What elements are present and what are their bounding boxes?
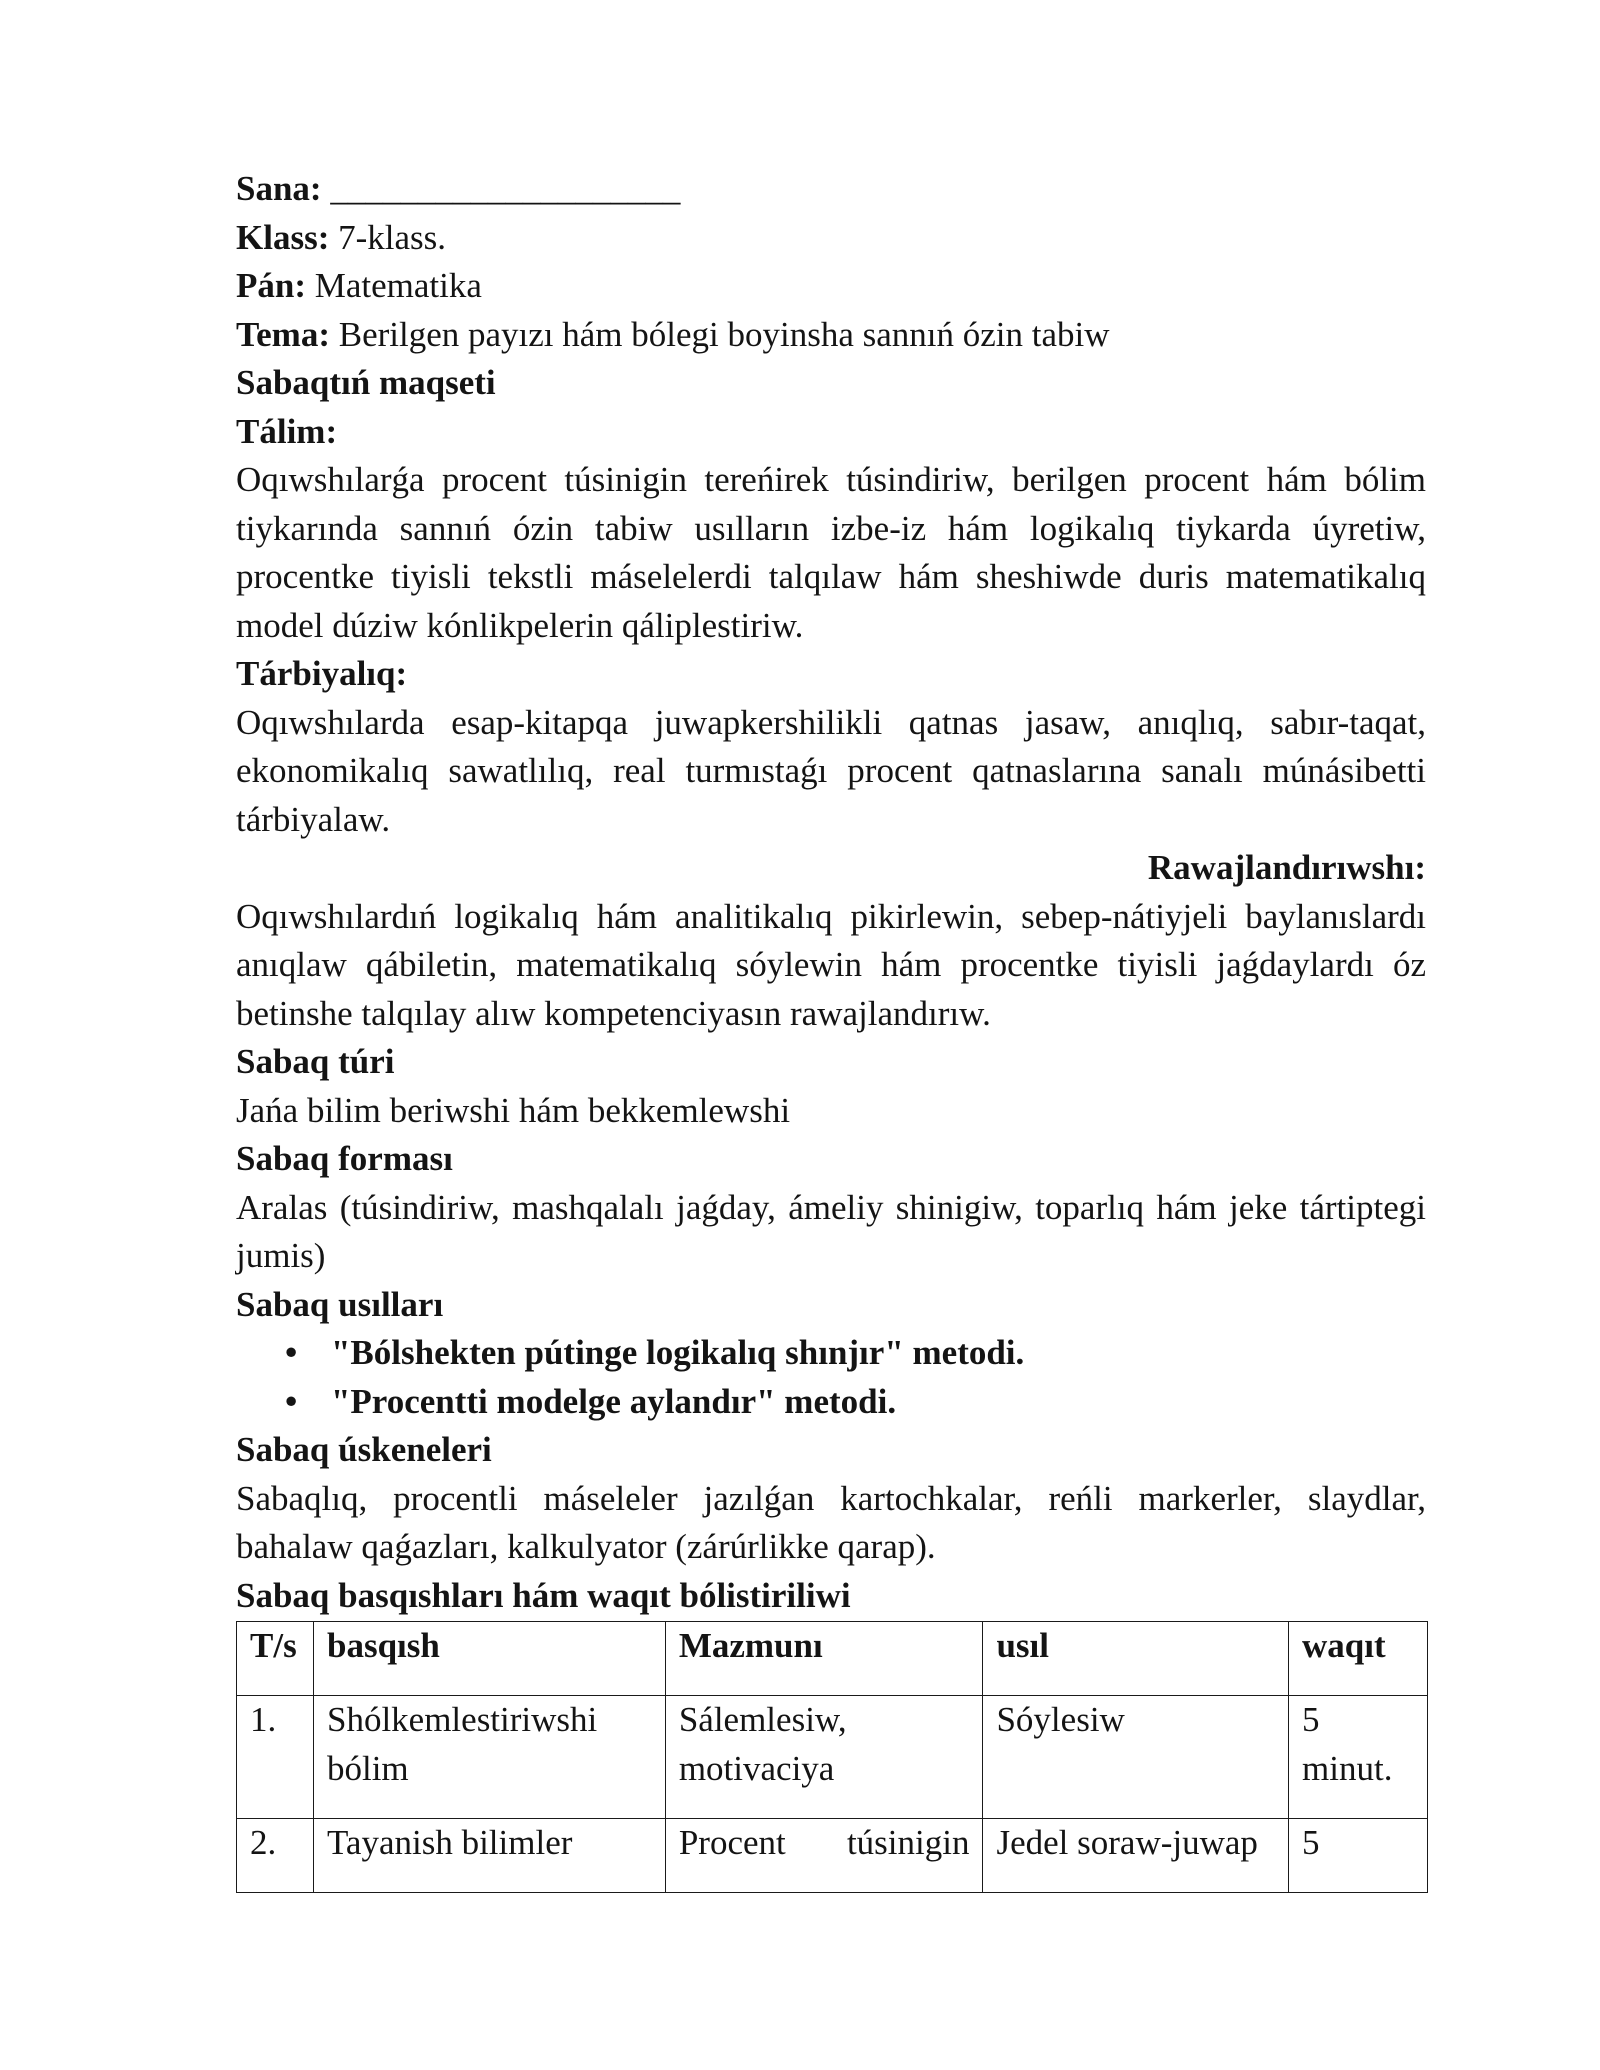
tarbiya-label: Tárbiyalıq:	[236, 654, 408, 693]
document-page	[236, 165, 1426, 1893]
sabaq-formasi-heading: Sabaq forması	[236, 1139, 453, 1178]
table-cell: Procent túsinigin	[665, 1819, 983, 1893]
sana-label: Sana:	[236, 169, 322, 208]
column-header: Mazmunı	[665, 1622, 983, 1696]
method-item-text: "Procentti modelge aylandır" metodi.	[331, 1381, 897, 1421]
pan-line	[236, 262, 1426, 311]
talim-text: Oqıwshılarǵa procent túsinigin tereńirek túsindiriw, berilgen procent hám bólim tiykarında sannıń ózin tabiw usılların izbe-iz hám logikalıq tiykarda úyretiw, procentke tiyisli tekstli máselelerdi talqılaw hám sheshiwde duris matematikalıq model dúziw kónlikpelerin qáliplestiriw.	[236, 460, 1426, 645]
list-item	[285, 1378, 1426, 1427]
rawaj-label: Rawajlandırıwshı:	[1147, 848, 1426, 887]
rawaj-text: Oqıwshılardıń logikalıq hám analitikalıq pikirlewin, sebep-nátiyjeli baylanıslardı anıqlaw qábiletin, matematikalıq sóylewin hám procentke tiyisli jaǵdaylardı óz betinshe talqılay alıw kompetenciyasın rawajlandırıw.	[236, 896, 1426, 1033]
sabaq-usillari-heading: Sabaq usılları	[236, 1284, 444, 1324]
pan-value: Matematika	[306, 266, 482, 305]
pan-label: Pán:	[236, 266, 306, 305]
sana-value: ____________________	[321, 169, 681, 208]
column-header: waqıt	[1289, 1622, 1428, 1696]
sabaq-uskeneleri-heading: Sabaq úskeneleri	[236, 1430, 492, 1469]
sabaq-turi-heading: Sabaq túri	[236, 1042, 395, 1081]
talim-label: Tálim:	[236, 411, 338, 451]
table-cell: 5	[1289, 1819, 1428, 1893]
table-cell: Sálemlesiw, motivaciya	[665, 1696, 983, 1819]
table-cell: 2.	[237, 1819, 314, 1893]
klass-line	[236, 214, 1426, 263]
table-header-row	[237, 1622, 1428, 1696]
table-cell: 5 minut.	[1289, 1696, 1428, 1819]
table-caption: Sabaq basqıshları hám waqıt bólistiriliwi	[236, 1575, 851, 1615]
table-row	[237, 1819, 1428, 1893]
method-item-text: "Bólshekten pútinge logikalıq shınjır" metodi.	[331, 1333, 1025, 1372]
table-cell: Jedel soraw-juwap	[983, 1819, 1289, 1893]
bullet-icon: •	[285, 1381, 298, 1421]
tema-value: Berilgen payızı hám bólegi boyinsha sannıń ózin tabiw	[329, 314, 1110, 354]
table-row	[237, 1696, 1428, 1819]
sabaq-uskeneleri-text: Sabaqlıq, procentli máseleler jazılǵan kartochkalar, reńli markerler, slaydlar, bahalaw qaǵazları, kalkulyator (zárúrlikke qarap).	[236, 1478, 1426, 1566]
column-header: basqısh	[313, 1622, 665, 1696]
table-cell: 1.	[237, 1696, 314, 1819]
tarbiya-text: Oqıwshılarda esap-kitapqa juwapkershilikli qatnas jasaw, anıqlıq, sabır-taqat, ekonomikalıq sawatlılıq, real turmıstaǵı procent qatnaslarına sanalı múnásibetti tárbiyalaw.	[236, 702, 1426, 839]
method-list	[236, 1329, 1426, 1426]
lesson-stages-table	[236, 1621, 1428, 1893]
sana-line	[236, 165, 1426, 214]
bullet-icon: •	[285, 1333, 298, 1372]
table-cell: Tayanish bilimler	[313, 1819, 665, 1893]
sabaq-formasi-text: Aralas (túsindiriw, mashqalalı jaǵday, ámeliy shinigiw, toparlıq hám jeke tártiptegi jumis)	[236, 1187, 1426, 1275]
sabaq-turi-text: Jańa bilim beriwshi hám bekkemlewshi	[236, 1090, 791, 1130]
column-header: usıl	[983, 1622, 1289, 1696]
list-item	[285, 1329, 1426, 1378]
maqset-heading: Sabaqtıń maqseti	[236, 363, 496, 402]
column-header: T/s	[237, 1622, 314, 1696]
klass-label: Klass:	[236, 217, 330, 257]
tema-line	[236, 311, 1426, 360]
tema-label: Tema:	[236, 314, 330, 354]
klass-value: 7-klass.	[329, 217, 447, 257]
table-cell: Sóylesiw	[983, 1696, 1289, 1819]
table-cell: Shólkemlestiriwshi bólim	[313, 1696, 665, 1819]
